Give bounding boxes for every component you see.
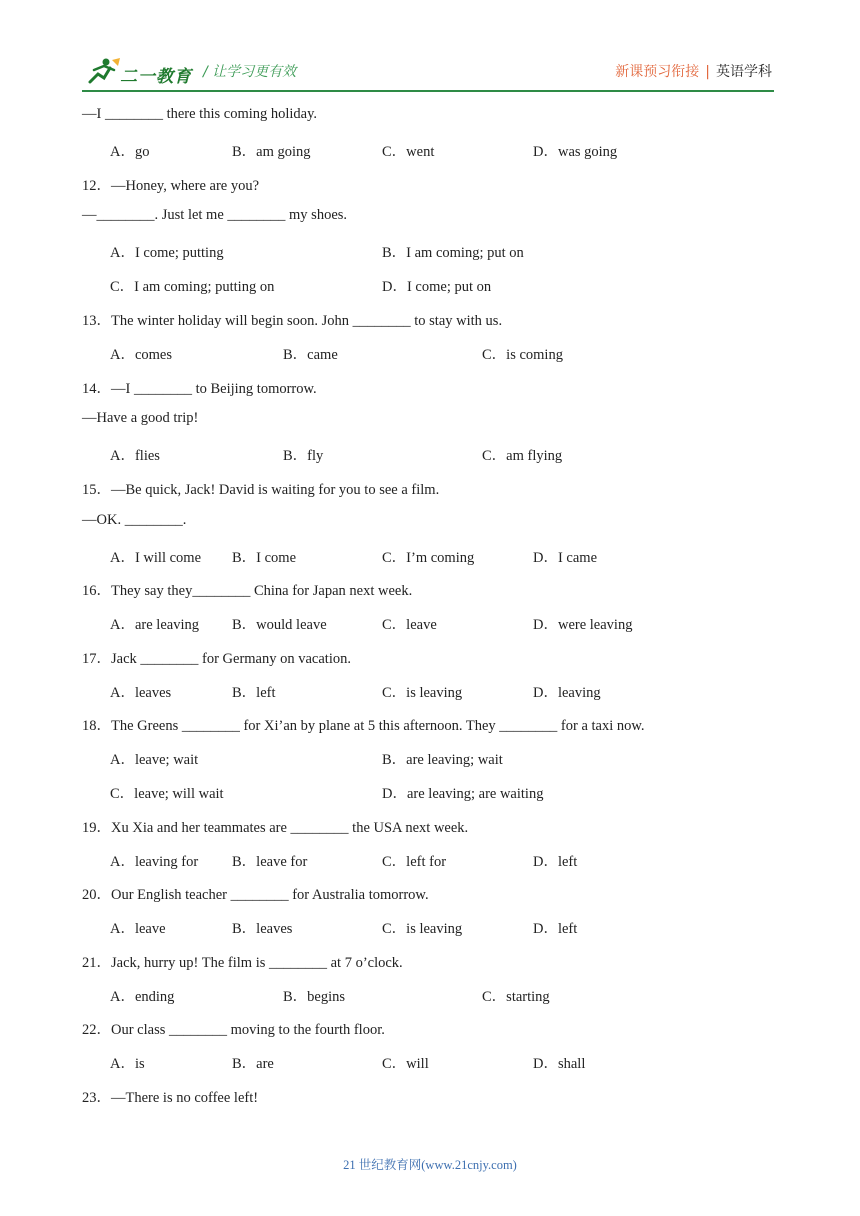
option-c: C．starting xyxy=(482,989,550,1005)
question-stem: 20．Our English teacher ________ for Australia tomorrow. xyxy=(82,887,429,903)
option-a: A．ending xyxy=(110,989,175,1005)
question-stem: 17．Jack ________ for Germany on vacation. xyxy=(82,651,351,667)
option-c: C．leave; will wait xyxy=(110,786,224,802)
question-stem: 13．The winter holiday will begin soon. John ________ to stay with us. xyxy=(82,313,503,329)
option-a: A．leave; wait xyxy=(110,752,199,768)
option-b: B．I am coming; put on xyxy=(382,245,524,261)
header-rule xyxy=(82,90,774,92)
option-b: B．are leaving; wait xyxy=(382,752,503,768)
option-a: A．leaving for xyxy=(110,854,199,870)
option-b: B．begins xyxy=(283,989,346,1005)
question-stem: 22．Our class ________ moving to the fourth floor. xyxy=(82,1022,385,1038)
option-b: B．left xyxy=(232,685,276,701)
question-stem: 14．—I ________ to Beijing tomorrow. xyxy=(82,381,317,397)
page-header xyxy=(0,0,860,96)
option-a: A．are leaving xyxy=(110,617,199,633)
option-c: C．I am coming; putting on xyxy=(110,279,275,295)
option-c: C．is coming xyxy=(482,347,563,363)
option-d: D．was going xyxy=(533,144,618,160)
question-stem: 12．—Honey, where are you? xyxy=(82,178,260,194)
question-stem: 19．Xu Xia and her teammates are ________ the USA next week. xyxy=(82,820,469,836)
header-subject xyxy=(615,61,772,81)
option-d: D．shall xyxy=(533,1056,586,1072)
option-a: A．leave xyxy=(110,921,166,937)
question-line: —Have a good trip! xyxy=(82,410,199,426)
option-b: B．are xyxy=(232,1056,274,1072)
option-b: B．leave for xyxy=(232,854,308,870)
option-c: C．is leaving xyxy=(382,921,463,937)
option-d: D．left xyxy=(533,921,578,937)
option-a: A．I will come xyxy=(110,550,202,566)
question-stem: 21．Jack, hurry up! The film is ________ at 7 o’clock. xyxy=(82,955,403,971)
option-c: C．will xyxy=(382,1056,429,1072)
option-d: D．left xyxy=(533,854,578,870)
option-c: C．I’m coming xyxy=(382,550,475,566)
header-separator: | xyxy=(705,64,710,80)
question-line: —I ________ there this coming holiday. xyxy=(82,106,318,122)
option-a: A．leaves xyxy=(110,685,172,701)
option-a: A．is xyxy=(110,1056,145,1072)
page-footer: 21 世纪教育网(www.21cnjy.com) xyxy=(343,1158,517,1172)
option-b: B．came xyxy=(283,347,338,363)
question-stem: 15．—Be quick, Jack! David is waiting for you to see a film. xyxy=(82,482,440,498)
option-c: C．went xyxy=(382,144,435,160)
option-a: A．I come; putting xyxy=(110,245,224,261)
option-b: B．would leave xyxy=(232,617,327,633)
option-c: C．is leaving xyxy=(382,685,463,701)
question-stem: 16．They say they________ China for Japan next week. xyxy=(82,583,413,599)
question-stem: 23．—There is no coffee left! xyxy=(82,1090,259,1106)
question-stem: 18．The Greens ________ for Xi’an by plane at 5 this afternoon. They ________ for a taxi now. xyxy=(82,718,645,734)
option-a: A．go xyxy=(110,144,150,160)
option-a: A．comes xyxy=(110,347,173,363)
subject-label: 英语学科 xyxy=(716,64,772,80)
slogan: / 让学习更有效 xyxy=(203,64,297,80)
option-d: D．I came xyxy=(533,550,598,566)
option-d: D．I come; put on xyxy=(382,279,492,295)
question-line: —OK. ________. xyxy=(82,512,187,528)
option-b: B．leaves xyxy=(232,921,293,937)
course-label: 新课预习衔接 xyxy=(615,64,700,80)
option-b: B．fly xyxy=(283,448,324,464)
option-d: D．were leaving xyxy=(533,617,633,633)
option-b: B．I come xyxy=(232,550,297,566)
option-a: A．flies xyxy=(110,448,160,464)
option-c: C．left for xyxy=(382,854,447,870)
logo-text: 二一教育 xyxy=(120,67,192,87)
option-d: D．leaving xyxy=(533,685,601,701)
option-b: B．am going xyxy=(232,144,311,160)
question-line: —________. Just let me ________ my shoes. xyxy=(82,207,348,223)
option-c: C．leave xyxy=(382,617,437,633)
option-d: D．are leaving; are waiting xyxy=(382,786,544,802)
option-c: C．am flying xyxy=(482,448,563,464)
